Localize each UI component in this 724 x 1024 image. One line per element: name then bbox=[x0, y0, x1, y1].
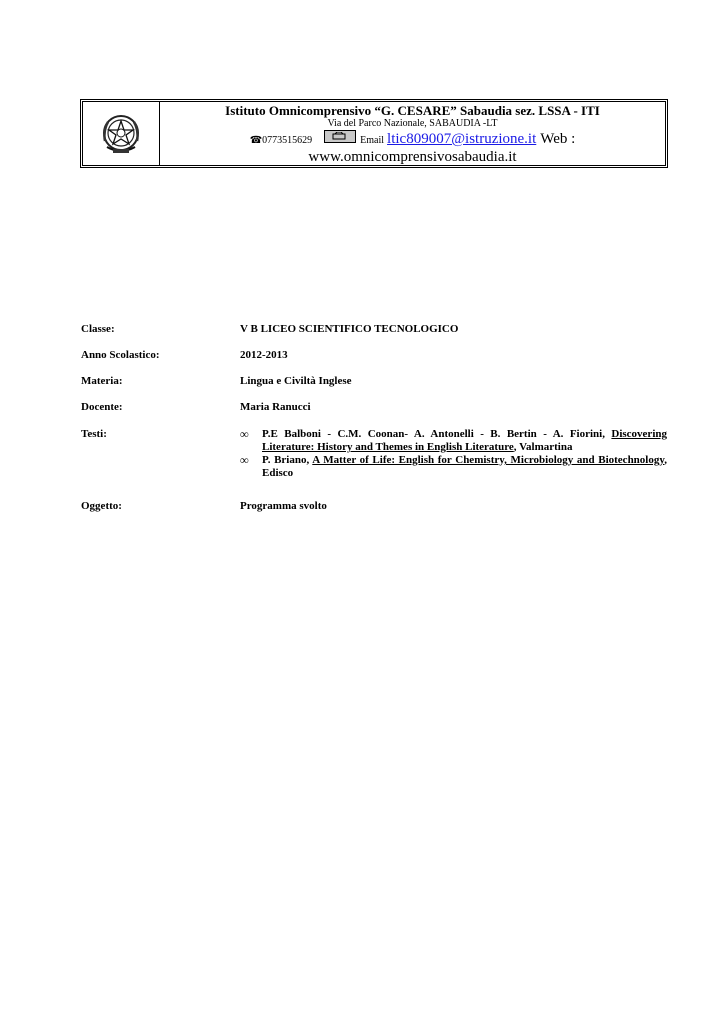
classe-value: V B LICEO SCIENTIFICO TECNOLOGICO bbox=[240, 323, 459, 335]
infinity-bullet-icon: ∞ bbox=[240, 453, 249, 467]
textbook-publisher: , Valmartina bbox=[513, 441, 573, 453]
website-url[interactable]: www.omnicomprensivosabaudia.it bbox=[308, 149, 517, 165]
contact-row bbox=[160, 130, 665, 149]
textbook-list bbox=[240, 428, 667, 480]
infinity-bullet-icon: ∞ bbox=[240, 427, 249, 441]
school-info bbox=[160, 102, 665, 165]
school-name: Istituto Omnicomprensivo “G. CESARE” Sabaudia sez. LSSA - ITI bbox=[225, 103, 600, 118]
anno-label: Anno Scolastico: bbox=[81, 349, 160, 361]
textbook-authors: P. Briano, bbox=[262, 454, 313, 466]
textbook-publisher: , Edisco bbox=[262, 454, 667, 479]
phone-number: 0773515629 bbox=[262, 135, 313, 146]
textbook-title: Discovering Literature: History and Themes in English Literature bbox=[262, 428, 667, 453]
school-address: Via del Parco Nazionale, SABAUDIA -LT bbox=[327, 118, 498, 129]
web-label: Web : bbox=[540, 131, 576, 147]
testi-label: Testi: bbox=[81, 428, 107, 440]
email-label: Email bbox=[360, 135, 385, 146]
anno-value: 2012-2013 bbox=[240, 349, 288, 361]
emblem-cell bbox=[83, 102, 160, 165]
docente-label: Docente: bbox=[81, 401, 123, 413]
textbook-item bbox=[240, 428, 667, 454]
docente-value: Maria Ranucci bbox=[240, 401, 311, 413]
phone-contact bbox=[250, 132, 312, 149]
classe-label: Classe: bbox=[81, 323, 115, 335]
oggetto-value: Programma svolto bbox=[240, 500, 327, 512]
materia-value: Lingua e Civiltà Inglese bbox=[240, 375, 352, 387]
textbook-title: A Matter of Life: English for Chemistry, Microbiology and Biotechnology bbox=[312, 454, 665, 466]
email-link[interactable]: ltic809007@istruzione.it bbox=[387, 131, 537, 147]
letterhead bbox=[80, 99, 668, 168]
oggetto-label: Oggetto: bbox=[81, 500, 122, 512]
textbook-item bbox=[240, 454, 667, 480]
textbook-authors: P.E Balboni - C.M. Coonan- A. Antonelli - B. Bertin - A. Fiorini, bbox=[262, 428, 612, 440]
fax-icon bbox=[324, 130, 356, 143]
italian-republic-emblem-icon bbox=[99, 111, 143, 157]
materia-label: Materia: bbox=[81, 375, 123, 387]
telephone-icon: ☎ bbox=[249, 135, 263, 146]
